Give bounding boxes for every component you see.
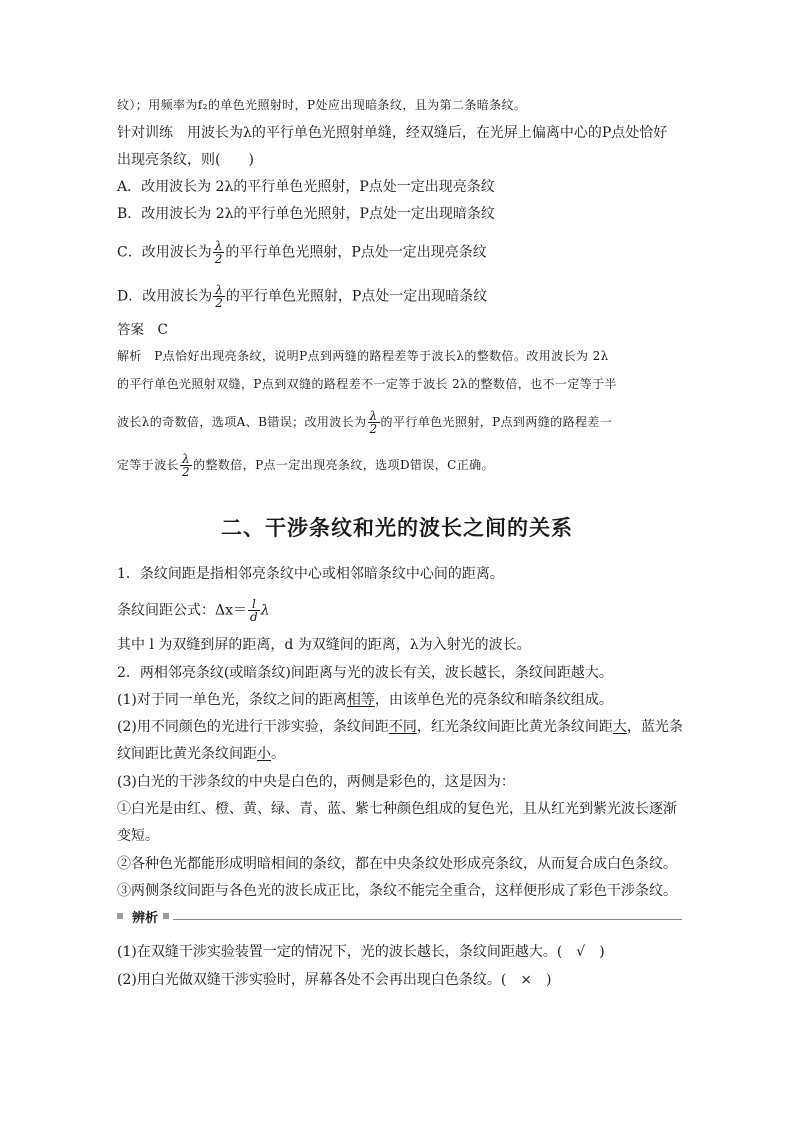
underlined-term: 相等	[346, 692, 375, 708]
continuation-line: 纹）；用频率为f₂的单色光照射时，P处应出现暗条纹，且为第二条暗条纹。	[117, 98, 527, 112]
square-bullet-icon	[163, 913, 169, 919]
fraction-denominator: d	[250, 610, 258, 624]
training-question-line1: 针对训练 用波长为λ的平行单色光照射单缝，经双缝后，在光屏上偏离中心的P点处恰好	[117, 125, 668, 141]
formula-lambda: λ	[260, 602, 270, 619]
fraction-numerator: λ	[213, 240, 225, 253]
analysis-line3	[117, 410, 682, 435]
l-over-d-fraction	[248, 598, 260, 623]
fraction-denominator: 2	[182, 465, 191, 479]
divider	[173, 919, 682, 920]
option-c-suffix: 的平行单色光照射，P点处一定出现亮条纹	[225, 244, 487, 261]
formula-prefix: 条纹间距公式：Δx＝	[117, 602, 248, 619]
content-point-2-2	[117, 717, 682, 737]
option-d-suffix: 的平行单色光照射，P点处一定出现暗条纹	[225, 288, 488, 305]
content-point-2: 2．两相邻亮条纹(或暗条纹)间距离与光的波长有关，波长越长，条纹间距越大。	[117, 665, 613, 681]
bianxi-question-2: (2)用白光做双缝干涉实验时，屏幕各处不会再出现白色条纹。( × )	[117, 972, 552, 988]
option-b: B．改用波长为 2λ的平行单色光照射，P点处一定出现暗条纹	[117, 206, 495, 222]
content-reason-3: ③两侧条纹间距与各色光的波长成正比，条纹不能完全重合，这样便形成了彩色干涉条纹。	[117, 883, 677, 899]
bianxi-question-1: (1)在双缝干涉实验装置一定的情况下，光的波长越长，条纹间距越大。( √ )	[117, 944, 605, 960]
option-c-prefix: C．改用波长为	[117, 244, 212, 261]
bianxi-header	[117, 907, 682, 927]
answer: 答案 C	[117, 322, 168, 338]
fraction-numerator: λ	[368, 410, 380, 423]
square-bullet-icon	[117, 913, 123, 919]
text-segment: (1)对于同一单色光，条纹之间的距离	[117, 692, 347, 708]
spacing-formula	[117, 598, 682, 623]
analysis-line4-prefix: 定等于波长	[117, 458, 180, 472]
text-segment: 。	[271, 746, 285, 762]
text-segment: ，红光条纹间距比黄光条纹间距	[416, 719, 613, 735]
text-segment: ，由该单色光的亮条纹和暗条纹组成。	[374, 692, 613, 708]
analysis-line3-prefix: 波长λ的奇数倍，选项A、B错误；改用波长为	[117, 415, 367, 429]
option-d-prefix: D．改用波长为	[117, 288, 213, 305]
fraction-numerator: λ	[213, 284, 225, 297]
analysis-line1: 解析 P点恰好出现亮条纹，说明P点到两缝的路程差等于波长λ的整数倍。改用波长为 2λ	[117, 349, 609, 363]
underlined-term: 不同	[388, 719, 417, 735]
content-reason-2: ②各种色光都能形成明暗相间的条纹，都在中央条纹处形成亮条纹，从而复合成白色条纹。	[117, 856, 677, 872]
lambda-half-fraction	[368, 410, 380, 435]
fraction-numerator: λ	[180, 453, 192, 466]
underlined-term: 大	[612, 719, 627, 735]
content-point-2-1	[117, 690, 682, 710]
fraction-denominator: 2	[215, 296, 223, 310]
content-point-2-3: (3)白光的干涉条纹的中央是白色的，两侧是彩色的，这是因为：	[117, 774, 515, 790]
analysis-line2: 的平行单色光照射双缝，P点到双缝的路程差不一定等于波长 2λ的整数倍，也不一定等于半	[117, 377, 617, 391]
text-segment: 纹间距比黄光条纹间距	[117, 746, 257, 762]
content-variables: 其中 l 为双缝到屏的距离，d 为双缝间的距离，λ为入射光的波长。	[117, 637, 531, 653]
text-segment: ，蓝光条	[626, 719, 683, 735]
lambda-half-fraction	[180, 453, 192, 478]
analysis-line4-suffix: 的整数倍，P点一定出现亮条纹，选项D错误，C正确。	[193, 458, 494, 472]
underlined-term: 小	[257, 746, 271, 762]
text-segment: (2)用不同颜色的光进行干涉实验，条纹间距	[117, 719, 389, 735]
bianxi-label: 辨析	[132, 911, 159, 926]
fraction-denominator: 2	[369, 422, 378, 436]
analysis-line3-suffix: 的平行单色光照射，P点到两缝的路程差一	[380, 415, 613, 429]
option-d	[117, 284, 682, 309]
training-question-line2: 出现亮条纹，则( )	[117, 152, 254, 168]
content-point-1: 1．条纹间距是指相邻亮条纹中心或相邻暗条纹中心间的距离。	[117, 566, 504, 582]
content-reason-1: ①白光是由红、橙、黄、绿、青、蓝、紫七种颜色组成的复色光，且从红光到紫光波长逐渐	[117, 801, 677, 817]
fraction-numerator: l	[248, 598, 260, 611]
option-a: A．改用波长为 2λ的平行单色光照射，P点处一定出现亮条纹	[117, 179, 495, 195]
lambda-half-fraction	[213, 240, 225, 265]
section-title: 二、干涉条纹和光的波长之间的关系	[221, 516, 573, 540]
analysis-line4	[117, 453, 682, 478]
option-c	[117, 240, 682, 265]
fraction-denominator: 2	[214, 252, 223, 266]
lambda-half-fraction	[213, 284, 225, 309]
content-point-2-2-cont	[117, 744, 682, 764]
content-reason-1-cont: 变短。	[117, 828, 159, 844]
